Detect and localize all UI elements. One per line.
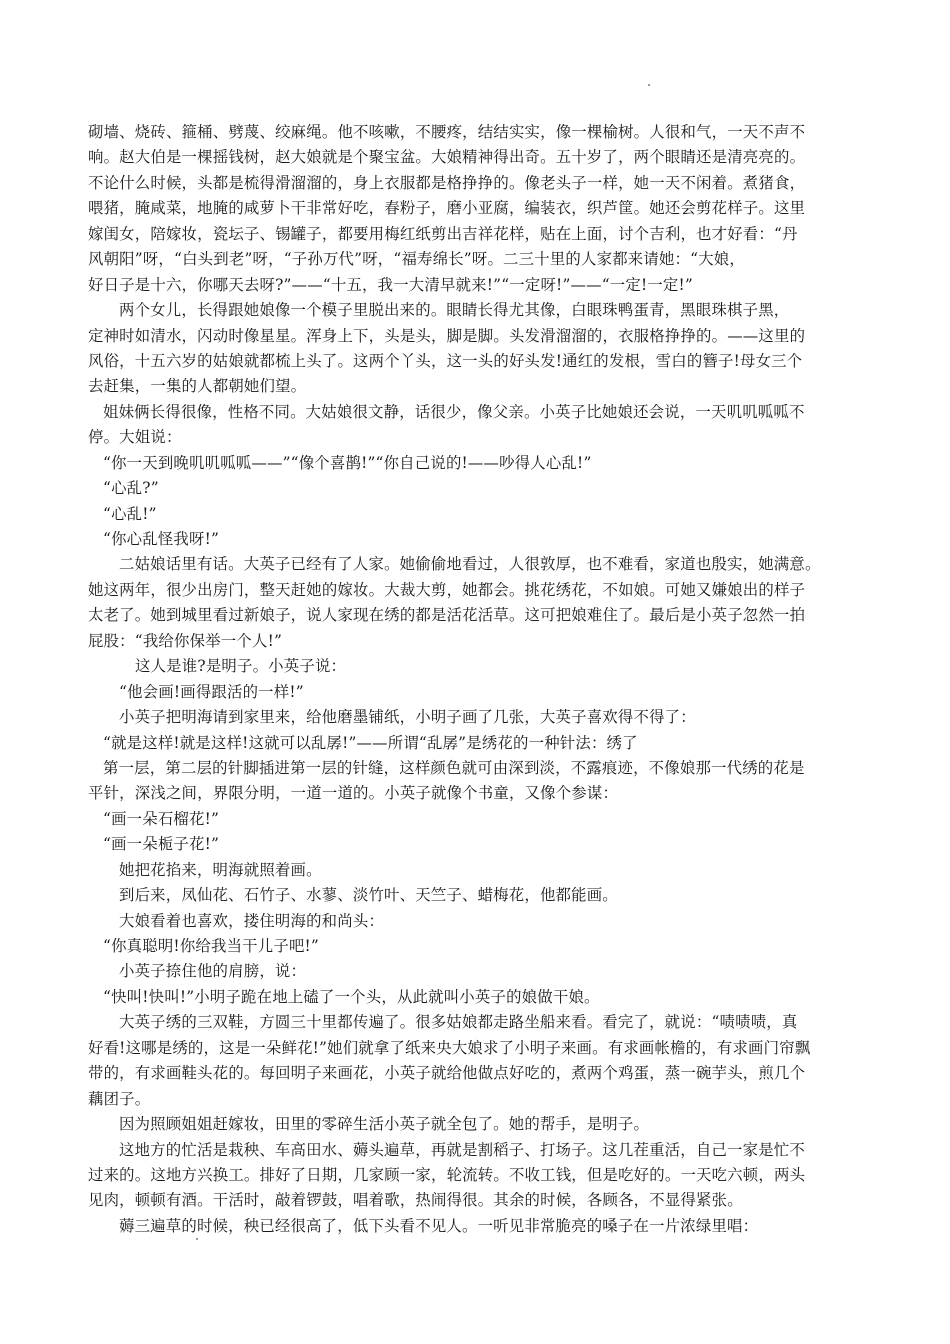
footer-dot — [196, 1238, 198, 1240]
text-line: “心乱!” — [103, 504, 157, 523]
text-line: 平针，深浅之间，界限分明，一道一道的。小英子就像个书童，又像个参谋： — [88, 784, 619, 803]
text-line: 好日子是十六，你哪天去呀?”——“十五，我一大清早就来!”“一定呀!”——“一定!一定!” — [88, 275, 693, 294]
text-line: “就是这样!就是这样!这就可以乱孱!”——所谓“乱孱”是绣花的一种针法：绣了 — [103, 733, 638, 752]
text-line: 二姑娘话里有话。大英子已经有了人家。她偷偷地看过，人很敦厚，也不难看，家道也殷实，她满意。 — [119, 555, 821, 574]
text-line: 藕团子。 — [88, 1089, 151, 1108]
text-line: 姐妹俩长得很像，性格不同。大姑娘很文静，话很少，像父亲。小英子比她娘还会说，一天叽叽呱呱不 — [103, 402, 805, 421]
text-line: “你真聪明!你给我当干儿子吧!” — [103, 937, 319, 955]
text-line: 过来的。这地方兴换工。排好了日期，几家顾一家，轮流转。不收工钱，但是吃好的。一天吃六顿，两头 — [88, 1165, 806, 1184]
text-line: “你心乱怪我呀!” — [103, 530, 220, 548]
text-line: 小英子捺住他的肩膀，说： — [119, 962, 307, 981]
text-line: 大英子绣的三双鞋，方圆三十里都传遍了。很多姑娘都走路坐船来看。看完了，就说：“啧啧啧，真 — [119, 1013, 798, 1032]
text-line: 不论什么时候，头都是梳得滑溜溜的，身上衣服都是格挣挣的。像老头子一样，她一天不闲着。煮猪食， — [88, 173, 806, 192]
text-line: 大娘看着也喜欢，搂住明海的和尚头： — [119, 911, 385, 930]
text-line: 薅三遍草的时候，秧已经很高了，低下头看不见人。一听见非常脆亮的嗓子在一片浓绿里唱： — [119, 1216, 759, 1235]
text-line: 这人是谁?是明子。小英子说： — [135, 657, 347, 676]
header-dot — [648, 84, 650, 86]
document-body — [88, 120, 864, 1239]
text-line: 带的，有求画鞋头花的。每回明子来画花，小英子就给他做点好吃的，煮两个鸡蛋，蒸一碗芋头，煎几个 — [88, 1064, 806, 1083]
text-line: “快叫!快叫!”小明子跪在地上磕了一个头，从此就叫小英子的娘做干娘。 — [103, 987, 600, 1006]
text-line: 去赶集，一集的人都朝她们望。 — [88, 377, 307, 396]
text-line: 第一层，第二层的针脚插进第一层的针缝，这样颜色就可由深到淡，不露痕迹，不像娘那一代绣的花是 — [103, 758, 805, 777]
text-line: 停。大姐说： — [88, 428, 182, 447]
text-line: 到后来，凤仙花、石竹子、水蓼、淡竹叶、天竺子、蜡梅花，他都能画。 — [119, 886, 618, 905]
text-line: 小英子把明海请到家里来，给他磨墨铺纸，小明子画了几张，大英子喜欢得不得了： — [119, 708, 696, 727]
text-line: “你一天到晚叽叽呱呱——”“像个喜鹊!”“你自己说的!——吵得人心乱!” — [103, 453, 592, 472]
text-line: 太老了。她到城里看过新娘子，说人家现在绣的都是活花活草。这可把娘难住了。最后是小英子忽然一拍 — [88, 606, 806, 625]
text-line: “他会画!画得跟活的一样!” — [119, 682, 304, 701]
text-line: 风俗，十五六岁的姑娘就都梳上头了。这两个丫头，这一头的好头发!通红的发根，雪白的簪子!母女三个 — [88, 351, 803, 370]
text-line: 嫁闺女，陪嫁妆，瓷坛子、锡罐子，都要用梅红纸剪出吉祥花样，贴在上面，讨个吉利，也才好看：“丹 — [88, 224, 798, 243]
text-line: 风朝阳”呀，“白头到老”呀，“子孙万代”呀，“福寿绵长”呀。二三十里的人家都来请她：“大娘， — [88, 250, 745, 269]
text-line: 见肉，顿顿有酒。干活时，敲着锣鼓，唱着歌，热闹得很。其余的时候，各顾各，不显得紧张。 — [88, 1191, 743, 1210]
text-line: 因为照顾姐姐赶嫁妆，田里的零碎生活小英子就全包了。她的帮手，是明子。 — [119, 1115, 650, 1134]
text-line: 这地方的忙活是栽秧、车高田水、薅头遍草，再就是割稻子、打场子。这几茬重活，自己一家是忙不 — [119, 1140, 805, 1159]
text-line: “画一朵石榴花!” — [103, 809, 220, 828]
text-line: 喂猪，腌咸菜，地腌的咸萝卜干非常好吃，春粉子，磨小亚腐，编装衣，织芦筐。她还会剪花样子。这里 — [88, 199, 806, 218]
text-line: 定神时如清水，闪动时像星星。浑身上下，头是头，脚是脚。头发滑溜溜的，衣服格挣挣的。——这里的 — [88, 326, 806, 345]
text-line: 她这两年，很少出房门，整天赶她的嫁妆。大裁大剪，她都会。挑花绣花，不如娘。可她又嫌娘出的样子 — [88, 580, 806, 599]
text-line: 屁股：“我给你保举一个人!” — [88, 631, 283, 650]
text-line: 她把花掐来，明海就照着画。 — [119, 860, 322, 879]
text-line: 好看!这哪是绣的，这是一朵鲜花!”她们就拿了纸来央大娘求了小明子来画。有求画帐檐的，有求画门帘飘 — [88, 1038, 811, 1057]
text-line: 两个女儿，长得跟她娘像一个模子里脱出来的。眼睛长得尤其像，白眼珠鸭蛋青，黑眼珠棋子黑， — [119, 301, 790, 320]
text-line: 响。赵大伯是一棵摇钱树，赵大娘就是个聚宝盆。大娘精神得出奇。五十岁了，两个眼睛还是清亮亮的。 — [88, 148, 806, 167]
text-line: “心乱?” — [103, 479, 159, 498]
text-line: 砌墙、烧砖、箍桶、劈蔑、绞麻绳。他不咳嗽，不腰疼，结结实实，像一棵榆树。人很和气，一天不声不 — [88, 123, 806, 141]
text-line: “画一朵栀子花!” — [103, 835, 220, 854]
